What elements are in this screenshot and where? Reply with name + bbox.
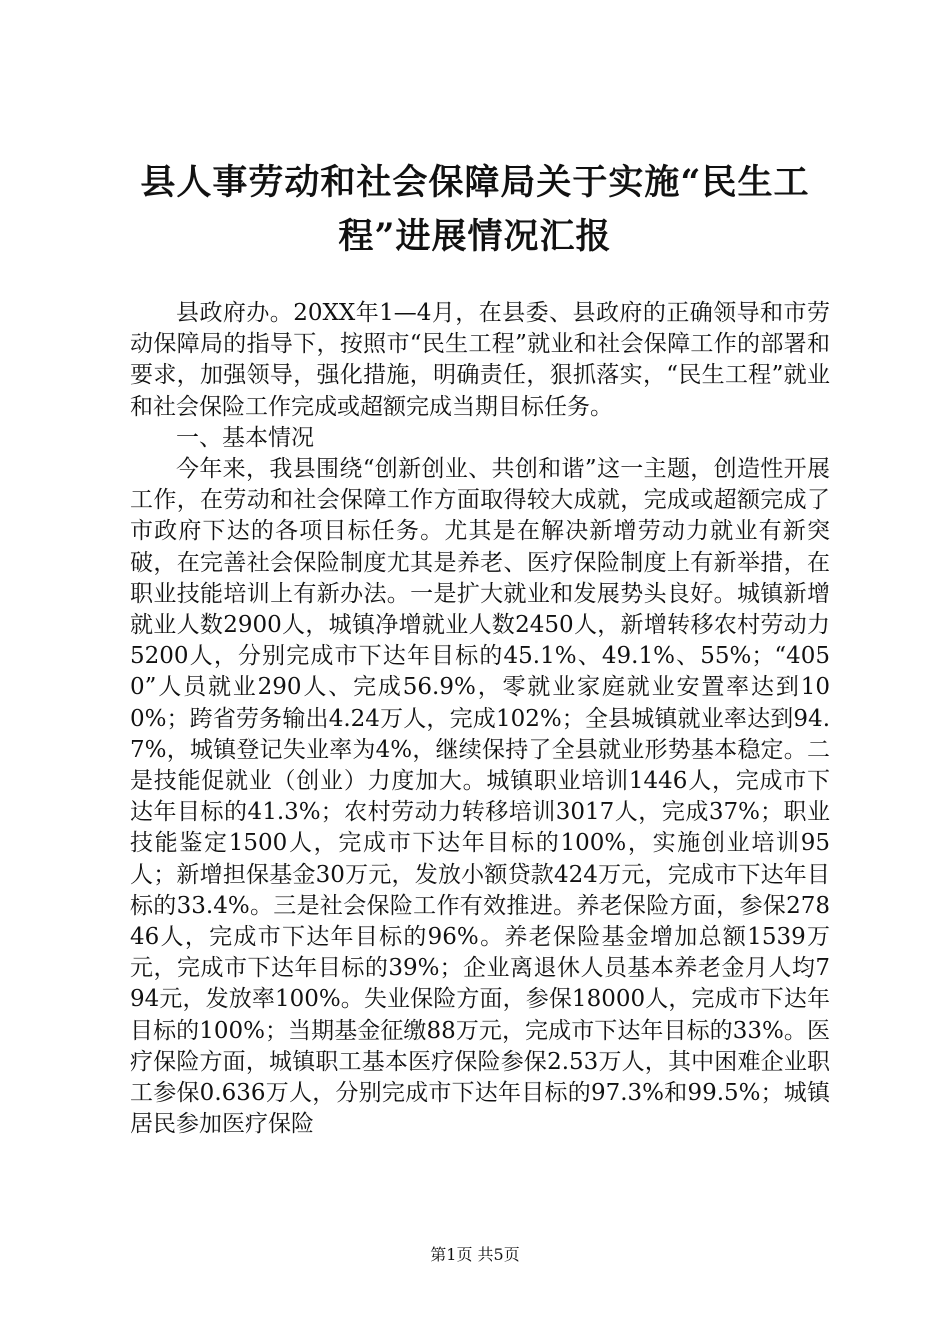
document-title: 县人事劳动和社会保障局关于实施“民生工程”进展情况汇报: [140, 162, 810, 257]
page-footer: 第1页 共5页: [430, 1245, 520, 1264]
document-body: [130, 298, 830, 1140]
section-heading-basic-situation: 一、基本情况: [176, 424, 314, 451]
basic-situation-paragraph: 今年来，我县围绕“创新创业、共创和谐”这一主题，创造性开展工作，在劳动和社会保障工作方面取得较大成就，完成或超额完成了市政府下达的各项目标任务。尤其是在解决新增劳动力就业有新突破，在完善社会保险制度尤其是养老、医疗保险制度上有新举措，在职业技能培训上有新办法。一是扩大就业和发展势头良好。城镇新增就业人数2900人，城镇净增就业人数2450人，新增转移农村劳动力5200人，分别完成市下达年目标的45.1%、49.1%、55%；“4050”人员就业290人、完成56.9%，零就业家庭就业安置率达到100%；跨省劳务输出4.24万人，完成102%；全县城镇就业率达到94.7%，城镇登记失业率为4%，继续保持了全县就业形势基本稳定。二是技能促就业（创业）力度加大。城镇职业培训1446人，完成市下达年目标的41.3%；农村劳动力转移培训3017人，完成37%；职业技能鉴定1500人，完成市下达年目标的100%，实施创业培训95人；新增担保基金30万元，发放小额贷款424万元，完成市下达年目标的33.4%。三是社会保险工作有效推进。养老保险方面，参保27846人，完成市下达年目标的96%。养老保险基金增加总额1539万元，完成市下达年目标的39%；企业离退休人员基本养老金月人均794元，发放率100%。失业保险方面，参保18000人，完成市下达年目标的100%；当期基金征缴88万元，完成市下达年目标的33%。医疗保险方面，城镇职工基本医疗保险参保2.53万人，其中困难企业职工参保0.636万人，分别完成市下达年目标的97.3%和99.5%；城镇居民参加医疗保险: [130, 456, 830, 1138]
intro-paragraph: 县政府办。20XX年1—4月，在县委、县政府的正确领导和市劳动保障局的指导下，按照市“民生工程”就业和社会保障工作的部署和要求，加强领导，强化措施，明确责任，狠抓落实，“民生工程”就业和社会保险工作完成或超额完成当期目标任务。: [130, 300, 830, 420]
